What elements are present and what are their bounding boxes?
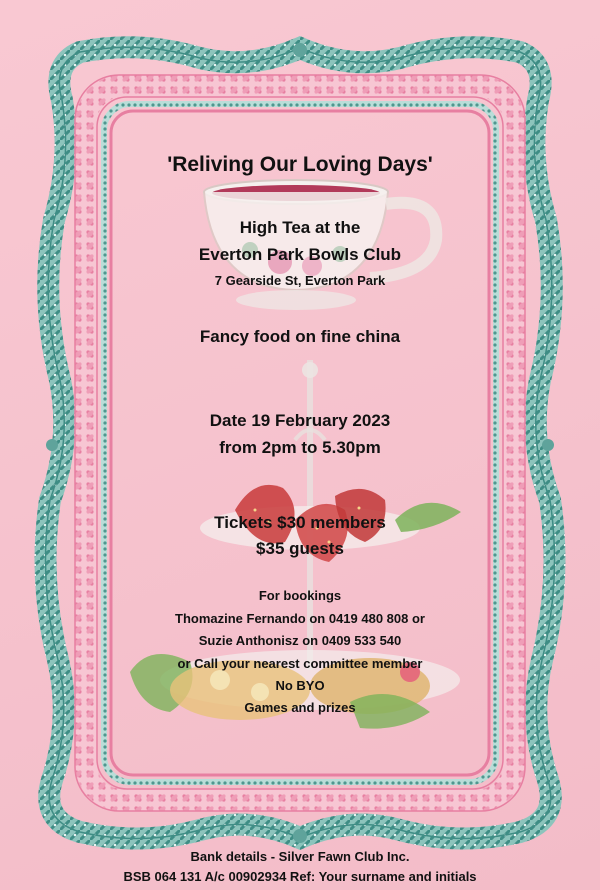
ticket-price-members: Tickets $30 members (214, 513, 386, 532)
booking-heading: For bookings (258, 588, 342, 603)
event-venue: Everton Park Bowls Club (198, 245, 402, 264)
booking-contact-1: Thomazine Fernando on 0419 480 808 or (175, 611, 425, 626)
booking-contact-2: Suzie Anthonisz on 0409 533 540 (198, 633, 402, 648)
booking-contact-3: or Call your nearest committee member (177, 656, 423, 671)
bank-details-line-1: Bank details - Silver Fawn Club Inc. (190, 849, 410, 864)
games-note: Games and prizes (244, 700, 356, 715)
bank-details-line-2: BSB 064 131 A/c 00902934 Ref: Your surname and initials (123, 869, 477, 884)
tagline: Fancy food on fine china (199, 327, 401, 346)
no-byo-note: No BYO (275, 678, 325, 693)
ticket-price-guests: $35 guests (256, 539, 344, 558)
event-time: from 2pm to 5.30pm (219, 438, 381, 457)
venue-address: 7 Gearside St, Everton Park (214, 273, 386, 288)
event-line-1: High Tea at the (239, 218, 361, 237)
poster-title: 'Reliving Our Loving Days' (167, 153, 433, 176)
event-date: Date 19 February 2023 (209, 411, 391, 430)
